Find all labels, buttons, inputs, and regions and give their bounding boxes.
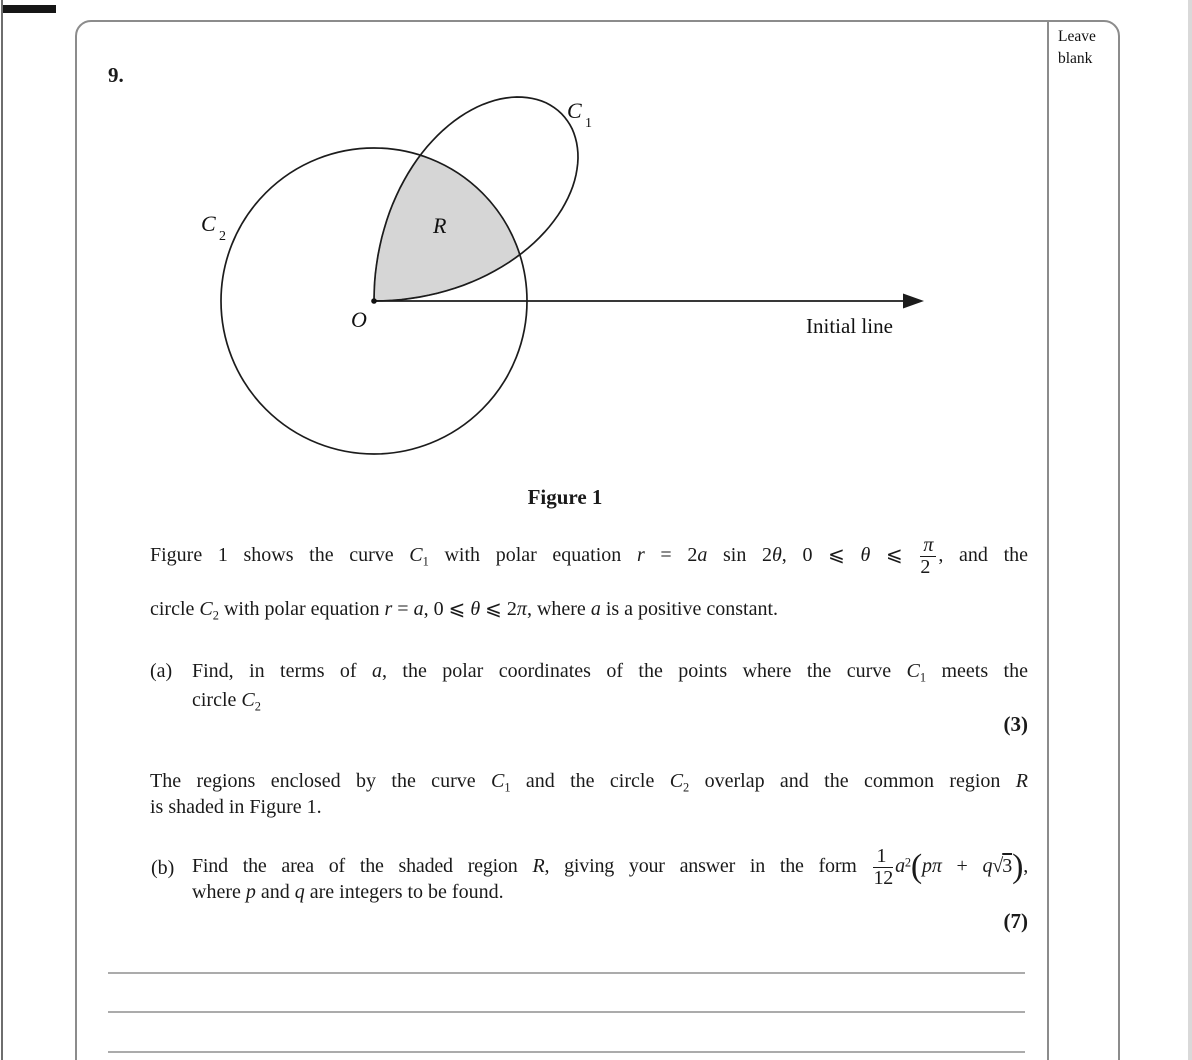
part-b-label: (b)	[151, 857, 175, 879]
label-c1: C	[567, 98, 582, 123]
leave-blank-line1: Leave	[1058, 28, 1096, 45]
page-left-edge	[1, 0, 3, 1060]
part-a-body	[192, 657, 1028, 715]
part-a-marks: (3)	[1003, 712, 1028, 736]
figure-1	[100, 80, 960, 480]
label-c2: C	[201, 211, 216, 236]
part-b-line-1: Find the area of the shaded region R, giving your answer in the form $\frac{1}{12}$ $a^2(p\pi + q√3)$,	[192, 845, 1028, 889]
part-a	[150, 657, 1028, 715]
between-paragraph	[150, 768, 1028, 820]
label-origin-o: O	[351, 307, 367, 332]
pole-point	[371, 298, 377, 304]
part-a-line-1: Find, in terms of a, the polar coordinates of the points where the curve $C_1$ meets the	[192, 660, 1028, 685]
page-right-edge	[1188, 0, 1192, 1060]
leave-blank-line2: blank	[1058, 50, 1093, 67]
binding-mark	[3, 5, 56, 13]
answer-line	[108, 1011, 1025, 1013]
figure-caption: Figure 1	[527, 485, 603, 509]
intro-line-1: Figure 1 shows the curve $C_1$ with polar equation r = 2a sin 2θ, 0 ⩽ θ ⩽ $\frac{\pi}{2}$ , and the	[150, 534, 1029, 578]
leave-blank-label	[1058, 26, 1116, 70]
question-number: 9.	[108, 63, 124, 87]
initial-line-arrow-icon	[903, 294, 924, 309]
answer-line	[108, 972, 1025, 974]
shaded-region-r	[374, 155, 520, 301]
leave-blank-divider	[1047, 21, 1049, 1060]
label-region-r: R	[433, 213, 447, 238]
part-b-line-2: where p and q are integers to be found.	[192, 881, 504, 903]
part-b-marks: (7)	[1003, 909, 1028, 933]
label-initial-line: Initial line	[806, 314, 893, 338]
part-a-line-2: circle $C_2$	[192, 689, 261, 714]
between-line-2: is shaded in Figure 1.	[150, 796, 322, 818]
part-a-label: (a)	[150, 660, 173, 682]
intro-line-2: circle $C_2$ with polar equation r = a, 0 ⩽ θ ⩽ 2π, where a is a positive constant.	[150, 598, 779, 623]
answer-line	[108, 1051, 1025, 1053]
between-line-1: The regions enclosed by the curve $C_1$ and the circle $C_2$ overlap and the common region R	[150, 770, 1028, 795]
label-c2-subscript: 2	[219, 229, 226, 244]
label-c1-subscript: 1	[585, 116, 592, 131]
